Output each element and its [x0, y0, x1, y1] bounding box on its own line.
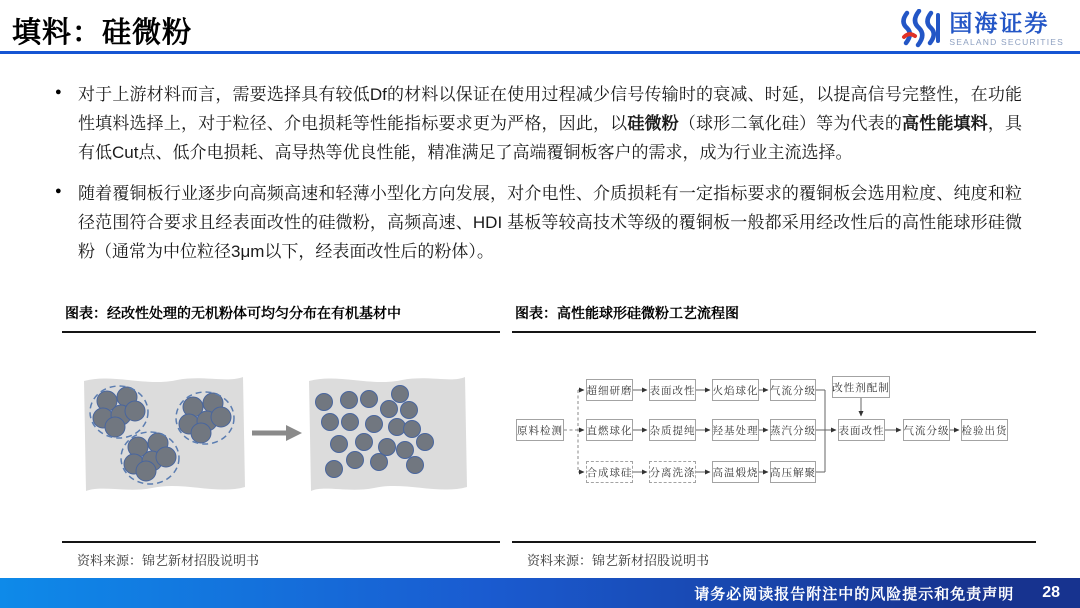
flow-box: 超细研磨: [586, 379, 633, 401]
process-flowchart: [514, 361, 1010, 521]
flow-box: 分离洗涤: [649, 461, 696, 483]
bullet-list: [55, 80, 1023, 277]
figure-caption: 图表：经改性处理的无机粉体可均匀分布在有机基材中: [65, 305, 401, 321]
company-logo: [896, 9, 1064, 49]
bullet-icon: ●: [55, 86, 62, 98]
flow-box: 表面改性: [649, 379, 696, 401]
logo-name-cn: 国海证券: [949, 9, 1050, 36]
text-segment-bold: 硅微粉: [627, 114, 679, 134]
text-segment: ，具有低Cut点、低介电损耗、高导热等优良性能，精准满足了高端覆铜板客户的需求，成为行业主流选择。: [78, 114, 1023, 163]
flow-box: 直燃球化: [586, 419, 633, 441]
flow-box-final: 表面改性: [838, 419, 885, 441]
flow-box: 杂质提纯: [649, 419, 696, 441]
flow-box: 蒸汽分级: [770, 419, 816, 441]
flow-box-final: 气流分级: [903, 419, 950, 441]
flow-box-modifier: 改性剂配制: [832, 376, 890, 398]
text-segment: 对于上游材料而言，需要选择具有较低Df的材料以保证在使用过程减少信号传输时的衰减、时延，以提高信号完整性，在功能性填料选择上，对于粒径、介电损耗等性能指标要求更为严格，因此，以: [78, 85, 1022, 134]
flow-box: 高温煅烧: [712, 461, 759, 483]
text-segment: 随着覆铜板行业逐步向高频高速和轻薄小型化方向发展，对介电性、介质损耗有一定指标要求的覆铜板会选用粒度、纯度和粒径范围符合要求且经表面改性的硅微粉，高频高速、HDI 基板等较高技术等级的覆铜板一般都采用经改性后的高性能球形硅微粉（通常为中位粒径3μm以下，经表面改性后的粉体）。: [78, 183, 1022, 262]
page-number: 28: [1042, 584, 1060, 601]
page-title: 填料：硅微粉: [12, 17, 193, 49]
flow-box-final: 检验出货: [961, 419, 1008, 441]
flow-box-start: 原料检测: [516, 419, 564, 441]
flow-box: 合成球硅: [586, 461, 633, 483]
footer-bar: [0, 578, 1080, 608]
figure-source: 资料来源：锦艺新材招股说明书: [77, 553, 260, 568]
bullet-item-1: [55, 80, 1023, 168]
bullet-item-2: [55, 179, 1022, 267]
figure-area: [512, 331, 1036, 543]
header: [0, 0, 1080, 54]
figure-area: [62, 331, 500, 543]
figure-caption: 图表：高性能球形硅微粉工艺流程图: [515, 305, 739, 321]
text-segment: （球形二氧化硅）等为代表的: [678, 114, 903, 134]
arrow-icon: [252, 425, 302, 441]
logo-text: [949, 9, 1064, 47]
flow-box: 高压解聚: [770, 461, 816, 483]
logo-name-en: SEALAND SECURITIES: [949, 36, 1064, 47]
sealand-logo-icon: [896, 9, 942, 49]
bullet-icon: ●: [55, 184, 62, 197]
flow-box: 羟基处理: [712, 419, 759, 441]
figure-panel-dispersion: [62, 303, 500, 569]
powder-dispersion-illustration: [62, 347, 500, 532]
figure-panel-process-flow: [512, 303, 1036, 569]
footer-disclaimer: 请务必阅读报告附注中的风险提示和免责声明: [694, 585, 1015, 603]
text-segment-bold: 高性能填料: [902, 114, 988, 134]
flow-box: 气流分级: [770, 379, 816, 401]
flow-box: 火焰球化: [712, 379, 759, 401]
figure-source: 资料来源：锦艺新材招股说明书: [527, 553, 710, 568]
